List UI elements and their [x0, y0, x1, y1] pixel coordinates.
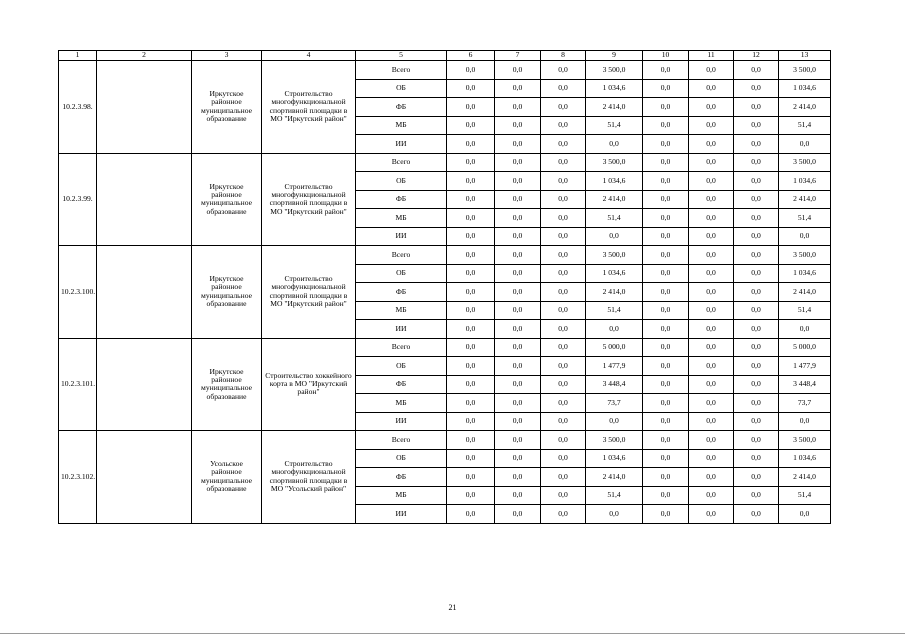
value-cell: 0,0 — [495, 153, 541, 172]
value-cell: 0,0 — [643, 190, 689, 209]
value-cell: 0,0 — [734, 98, 779, 117]
value-cell: 51,4 — [779, 209, 831, 228]
value-cell: 0,0 — [689, 320, 734, 339]
value-cell: 1 477,9 — [779, 357, 831, 376]
funding-source: МБ — [356, 209, 447, 228]
value-cell: 0,0 — [643, 135, 689, 154]
value-cell: 0,0 — [495, 449, 541, 468]
value-cell: 0,0 — [689, 431, 734, 450]
executor-cell: Усольское районное муниципальное образование — [192, 431, 262, 524]
value-cell: 0,0 — [541, 172, 586, 191]
value-cell: 0,0 — [689, 338, 734, 357]
value-cell: 0,0 — [689, 486, 734, 505]
value-cell: 51,4 — [779, 486, 831, 505]
value-cell: 0,0 — [541, 394, 586, 413]
value-cell: 5 000,0 — [779, 338, 831, 357]
value-cell: 0,0 — [689, 357, 734, 376]
bottom-rule — [0, 633, 905, 634]
value-cell: 0,0 — [495, 486, 541, 505]
funding-source: Всего — [356, 431, 447, 450]
value-cell: 0,0 — [495, 468, 541, 487]
value-cell: 0,0 — [734, 116, 779, 135]
value-cell: 2 414,0 — [586, 98, 643, 117]
executor-cell: Иркутское районное муниципальное образование — [192, 61, 262, 154]
value-cell: 51,4 — [779, 116, 831, 135]
value-cell: 0,0 — [541, 246, 586, 265]
value-cell: 0,0 — [779, 135, 831, 154]
value-cell: 3 500,0 — [586, 153, 643, 172]
value-cell: 0,0 — [689, 135, 734, 154]
funding-source: МБ — [356, 116, 447, 135]
header-row — [59, 51, 831, 61]
project-name-cell: Строительство многофункциональной спортивной площадки в МО "Иркутский район" — [262, 61, 356, 154]
value-cell: 0,0 — [643, 338, 689, 357]
value-cell: 0,0 — [541, 227, 586, 246]
value-cell: 0,0 — [643, 486, 689, 505]
value-cell: 0,0 — [495, 301, 541, 320]
value-cell: 0,0 — [447, 246, 495, 265]
budget-table — [58, 50, 831, 524]
value-cell: 73,7 — [586, 394, 643, 413]
funding-source: МБ — [356, 394, 447, 413]
value-cell: 0,0 — [541, 431, 586, 450]
project-name-cell: Строительство многофункциональной спортивной площадки в МО "Иркутский район" — [262, 153, 356, 246]
value-cell: 0,0 — [643, 431, 689, 450]
value-cell: 0,0 — [541, 79, 586, 98]
value-cell: 0,0 — [689, 264, 734, 283]
table-row — [59, 61, 831, 80]
value-cell: 0,0 — [447, 505, 495, 524]
value-cell: 2 414,0 — [779, 468, 831, 487]
value-cell: 5 000,0 — [586, 338, 643, 357]
funding-source: ИИ — [356, 227, 447, 246]
value-cell: 3 500,0 — [779, 153, 831, 172]
empty-cell — [97, 246, 192, 339]
value-cell: 0,0 — [689, 98, 734, 117]
funding-source: ОБ — [356, 357, 447, 376]
value-cell: 0,0 — [495, 431, 541, 450]
value-cell: 0,0 — [734, 375, 779, 394]
value-cell: 0,0 — [447, 486, 495, 505]
value-cell: 0,0 — [643, 264, 689, 283]
value-cell: 0,0 — [689, 412, 734, 431]
table-row — [59, 431, 831, 450]
empty-cell — [97, 431, 192, 524]
funding-source: ФБ — [356, 468, 447, 487]
funding-source: ФБ — [356, 283, 447, 302]
funding-source: МБ — [356, 301, 447, 320]
value-cell: 0,0 — [643, 172, 689, 191]
value-cell: 1 034,6 — [586, 449, 643, 468]
funding-source: Всего — [356, 153, 447, 172]
value-cell: 51,4 — [586, 209, 643, 228]
value-cell: 0,0 — [495, 61, 541, 80]
value-cell: 0,0 — [447, 153, 495, 172]
value-cell: 0,0 — [643, 283, 689, 302]
value-cell: 0,0 — [447, 357, 495, 376]
value-cell: 0,0 — [734, 468, 779, 487]
value-cell: 0,0 — [495, 505, 541, 524]
value-cell: 0,0 — [734, 227, 779, 246]
value-cell: 0,0 — [447, 283, 495, 302]
value-cell: 0,0 — [734, 264, 779, 283]
value-cell: 0,0 — [495, 394, 541, 413]
value-cell: 0,0 — [779, 505, 831, 524]
item-code: 10.2.3.98. — [59, 61, 97, 154]
value-cell: 0,0 — [643, 79, 689, 98]
value-cell: 0,0 — [643, 357, 689, 376]
value-cell: 0,0 — [689, 172, 734, 191]
header-cell: 3 — [192, 51, 262, 61]
value-cell: 0,0 — [689, 227, 734, 246]
value-cell: 0,0 — [734, 79, 779, 98]
funding-source: ФБ — [356, 98, 447, 117]
value-cell: 3 448,4 — [586, 375, 643, 394]
value-cell: 0,0 — [541, 375, 586, 394]
value-cell: 1 034,6 — [779, 79, 831, 98]
header-cell: 2 — [97, 51, 192, 61]
item-code: 10.2.3.99. — [59, 153, 97, 246]
value-cell: 0,0 — [447, 468, 495, 487]
value-cell: 0,0 — [447, 449, 495, 468]
value-cell: 3 500,0 — [586, 246, 643, 265]
value-cell: 0,0 — [447, 190, 495, 209]
value-cell: 0,0 — [495, 79, 541, 98]
value-cell: 0,0 — [447, 209, 495, 228]
value-cell: 0,0 — [734, 357, 779, 376]
value-cell: 0,0 — [689, 153, 734, 172]
value-cell: 0,0 — [541, 468, 586, 487]
value-cell: 0,0 — [495, 375, 541, 394]
empty-cell — [97, 153, 192, 246]
funding-source: ОБ — [356, 264, 447, 283]
value-cell: 0,0 — [447, 375, 495, 394]
value-cell: 0,0 — [447, 264, 495, 283]
value-cell: 0,0 — [447, 412, 495, 431]
funding-source: Всего — [356, 338, 447, 357]
value-cell: 0,0 — [541, 505, 586, 524]
funding-source: Всего — [356, 61, 447, 80]
value-cell: 0,0 — [447, 61, 495, 80]
value-cell: 0,0 — [734, 190, 779, 209]
value-cell: 0,0 — [541, 264, 586, 283]
value-cell: 1 034,6 — [779, 449, 831, 468]
value-cell: 0,0 — [734, 338, 779, 357]
funding-source: МБ — [356, 486, 447, 505]
value-cell: 1 477,9 — [586, 357, 643, 376]
value-cell: 0,0 — [586, 227, 643, 246]
value-cell: 0,0 — [541, 320, 586, 339]
value-cell: 0,0 — [779, 412, 831, 431]
value-cell: 0,0 — [779, 320, 831, 339]
funding-source: ИИ — [356, 505, 447, 524]
page-number: 21 — [448, 603, 457, 612]
value-cell: 0,0 — [689, 505, 734, 524]
empty-cell — [97, 61, 192, 154]
value-cell: 2 414,0 — [779, 190, 831, 209]
value-cell: 0,0 — [447, 320, 495, 339]
value-cell: 0,0 — [734, 486, 779, 505]
value-cell: 0,0 — [643, 209, 689, 228]
value-cell: 0,0 — [689, 190, 734, 209]
value-cell: 3 500,0 — [779, 431, 831, 450]
value-cell: 0,0 — [541, 190, 586, 209]
value-cell: 0,0 — [541, 301, 586, 320]
value-cell: 0,0 — [643, 505, 689, 524]
value-cell: 0,0 — [734, 153, 779, 172]
empty-cell — [97, 338, 192, 431]
funding-source: ОБ — [356, 79, 447, 98]
project-name-cell: Строительство хоккейного корта в МО "Иркутский район" — [262, 338, 356, 431]
value-cell: 0,0 — [689, 61, 734, 80]
value-cell: 0,0 — [447, 301, 495, 320]
value-cell: 0,0 — [734, 320, 779, 339]
value-cell: 0,0 — [734, 431, 779, 450]
value-cell: 0,0 — [495, 227, 541, 246]
value-cell: 0,0 — [689, 209, 734, 228]
value-cell: 51,4 — [586, 486, 643, 505]
value-cell: 0,0 — [779, 227, 831, 246]
value-cell: 0,0 — [541, 486, 586, 505]
value-cell: 0,0 — [689, 375, 734, 394]
value-cell: 0,0 — [495, 264, 541, 283]
value-cell: 0,0 — [689, 283, 734, 302]
table-row — [59, 153, 831, 172]
value-cell: 0,0 — [495, 283, 541, 302]
value-cell: 2 414,0 — [586, 283, 643, 302]
table-row — [59, 246, 831, 265]
table-row — [59, 338, 831, 357]
value-cell: 0,0 — [541, 283, 586, 302]
project-name-cell: Строительство многофункциональной спортивной площадки в МО "Иркутский район" — [262, 246, 356, 339]
table-body — [59, 61, 831, 524]
header-cell: 5 — [356, 51, 447, 61]
value-cell: 0,0 — [541, 98, 586, 117]
header-cell: 11 — [689, 51, 734, 61]
value-cell: 0,0 — [541, 153, 586, 172]
value-cell: 1 034,6 — [586, 264, 643, 283]
value-cell: 1 034,6 — [586, 79, 643, 98]
value-cell: 3 500,0 — [779, 61, 831, 80]
value-cell: 0,0 — [734, 394, 779, 413]
value-cell: 0,0 — [495, 357, 541, 376]
item-code: 10.2.3.102. — [59, 431, 97, 524]
value-cell: 0,0 — [734, 301, 779, 320]
value-cell: 0,0 — [586, 135, 643, 154]
value-cell: 0,0 — [734, 283, 779, 302]
header-cell: 1 — [59, 51, 97, 61]
value-cell: 0,0 — [541, 116, 586, 135]
value-cell: 0,0 — [541, 209, 586, 228]
value-cell: 0,0 — [541, 412, 586, 431]
value-cell: 0,0 — [586, 505, 643, 524]
value-cell: 0,0 — [447, 172, 495, 191]
value-cell: 0,0 — [643, 227, 689, 246]
value-cell: 0,0 — [734, 505, 779, 524]
value-cell: 0,0 — [541, 357, 586, 376]
value-cell: 51,4 — [586, 116, 643, 135]
value-cell: 0,0 — [734, 209, 779, 228]
value-cell: 0,0 — [643, 449, 689, 468]
value-cell: 0,0 — [734, 449, 779, 468]
value-cell: 0,0 — [689, 394, 734, 413]
funding-source: ФБ — [356, 190, 447, 209]
value-cell: 2 414,0 — [586, 468, 643, 487]
value-cell: 0,0 — [643, 116, 689, 135]
value-cell: 0,0 — [689, 449, 734, 468]
value-cell: 0,0 — [689, 116, 734, 135]
value-cell: 0,0 — [643, 153, 689, 172]
header-cell: 10 — [643, 51, 689, 61]
value-cell: 3 500,0 — [586, 61, 643, 80]
value-cell: 51,4 — [779, 301, 831, 320]
header-cell: 13 — [779, 51, 831, 61]
executor-cell: Иркутское районное муниципальное образование — [192, 153, 262, 246]
value-cell: 0,0 — [734, 135, 779, 154]
value-cell: 0,0 — [447, 79, 495, 98]
value-cell: 0,0 — [541, 449, 586, 468]
value-cell: 0,0 — [447, 116, 495, 135]
item-code: 10.2.3.100. — [59, 246, 97, 339]
funding-source: ИИ — [356, 320, 447, 339]
value-cell: 0,0 — [495, 246, 541, 265]
value-cell: 0,0 — [495, 320, 541, 339]
project-name-cell: Строительство многофункциональной спортивной площадки в МО "Усольский район" — [262, 431, 356, 524]
value-cell: 1 034,6 — [586, 172, 643, 191]
value-cell: 0,0 — [643, 375, 689, 394]
value-cell: 0,0 — [495, 116, 541, 135]
value-cell: 0,0 — [447, 394, 495, 413]
value-cell: 0,0 — [495, 172, 541, 191]
funding-source: ОБ — [356, 172, 447, 191]
funding-source: ИИ — [356, 135, 447, 154]
value-cell: 0,0 — [689, 79, 734, 98]
value-cell: 0,0 — [643, 246, 689, 265]
value-cell: 0,0 — [689, 468, 734, 487]
value-cell: 0,0 — [643, 98, 689, 117]
item-code: 10.2.3.101. — [59, 338, 97, 431]
value-cell: 0,0 — [447, 135, 495, 154]
value-cell: 0,0 — [495, 135, 541, 154]
header-cell: 8 — [541, 51, 586, 61]
value-cell: 3 500,0 — [779, 246, 831, 265]
value-cell: 0,0 — [447, 338, 495, 357]
value-cell: 0,0 — [495, 412, 541, 431]
value-cell: 0,0 — [541, 61, 586, 80]
value-cell: 0,0 — [643, 394, 689, 413]
executor-cell: Иркутское районное муниципальное образование — [192, 338, 262, 431]
value-cell: 0,0 — [734, 246, 779, 265]
value-cell: 0,0 — [689, 246, 734, 265]
header-cell: 12 — [734, 51, 779, 61]
executor-cell: Иркутское районное муниципальное образование — [192, 246, 262, 339]
value-cell: 0,0 — [495, 338, 541, 357]
value-cell: 0,0 — [541, 338, 586, 357]
value-cell: 3 500,0 — [586, 431, 643, 450]
header-cell: 4 — [262, 51, 356, 61]
value-cell: 0,0 — [495, 98, 541, 117]
value-cell: 2 414,0 — [586, 190, 643, 209]
value-cell: 51,4 — [586, 301, 643, 320]
value-cell: 0,0 — [643, 320, 689, 339]
value-cell: 1 034,6 — [779, 264, 831, 283]
header-cell: 9 — [586, 51, 643, 61]
funding-source: Всего — [356, 246, 447, 265]
header-cell: 7 — [495, 51, 541, 61]
value-cell: 2 414,0 — [779, 98, 831, 117]
value-cell: 0,0 — [586, 412, 643, 431]
value-cell: 0,0 — [643, 301, 689, 320]
value-cell: 73,7 — [779, 394, 831, 413]
value-cell: 0,0 — [447, 431, 495, 450]
funding-source: ИИ — [356, 412, 447, 431]
value-cell: 0,0 — [643, 61, 689, 80]
value-cell: 3 448,4 — [779, 375, 831, 394]
funding-source: ФБ — [356, 375, 447, 394]
value-cell: 0,0 — [447, 98, 495, 117]
header-cell: 6 — [447, 51, 495, 61]
value-cell: 0,0 — [643, 468, 689, 487]
value-cell: 0,0 — [734, 172, 779, 191]
value-cell: 0,0 — [734, 412, 779, 431]
value-cell: 1 034,6 — [779, 172, 831, 191]
value-cell: 0,0 — [447, 227, 495, 246]
value-cell: 0,0 — [541, 135, 586, 154]
funding-source: ОБ — [356, 449, 447, 468]
value-cell: 0,0 — [495, 209, 541, 228]
value-cell: 0,0 — [643, 412, 689, 431]
value-cell: 0,0 — [495, 190, 541, 209]
value-cell: 0,0 — [689, 301, 734, 320]
value-cell: 0,0 — [734, 61, 779, 80]
value-cell: 0,0 — [586, 320, 643, 339]
value-cell: 2 414,0 — [779, 283, 831, 302]
